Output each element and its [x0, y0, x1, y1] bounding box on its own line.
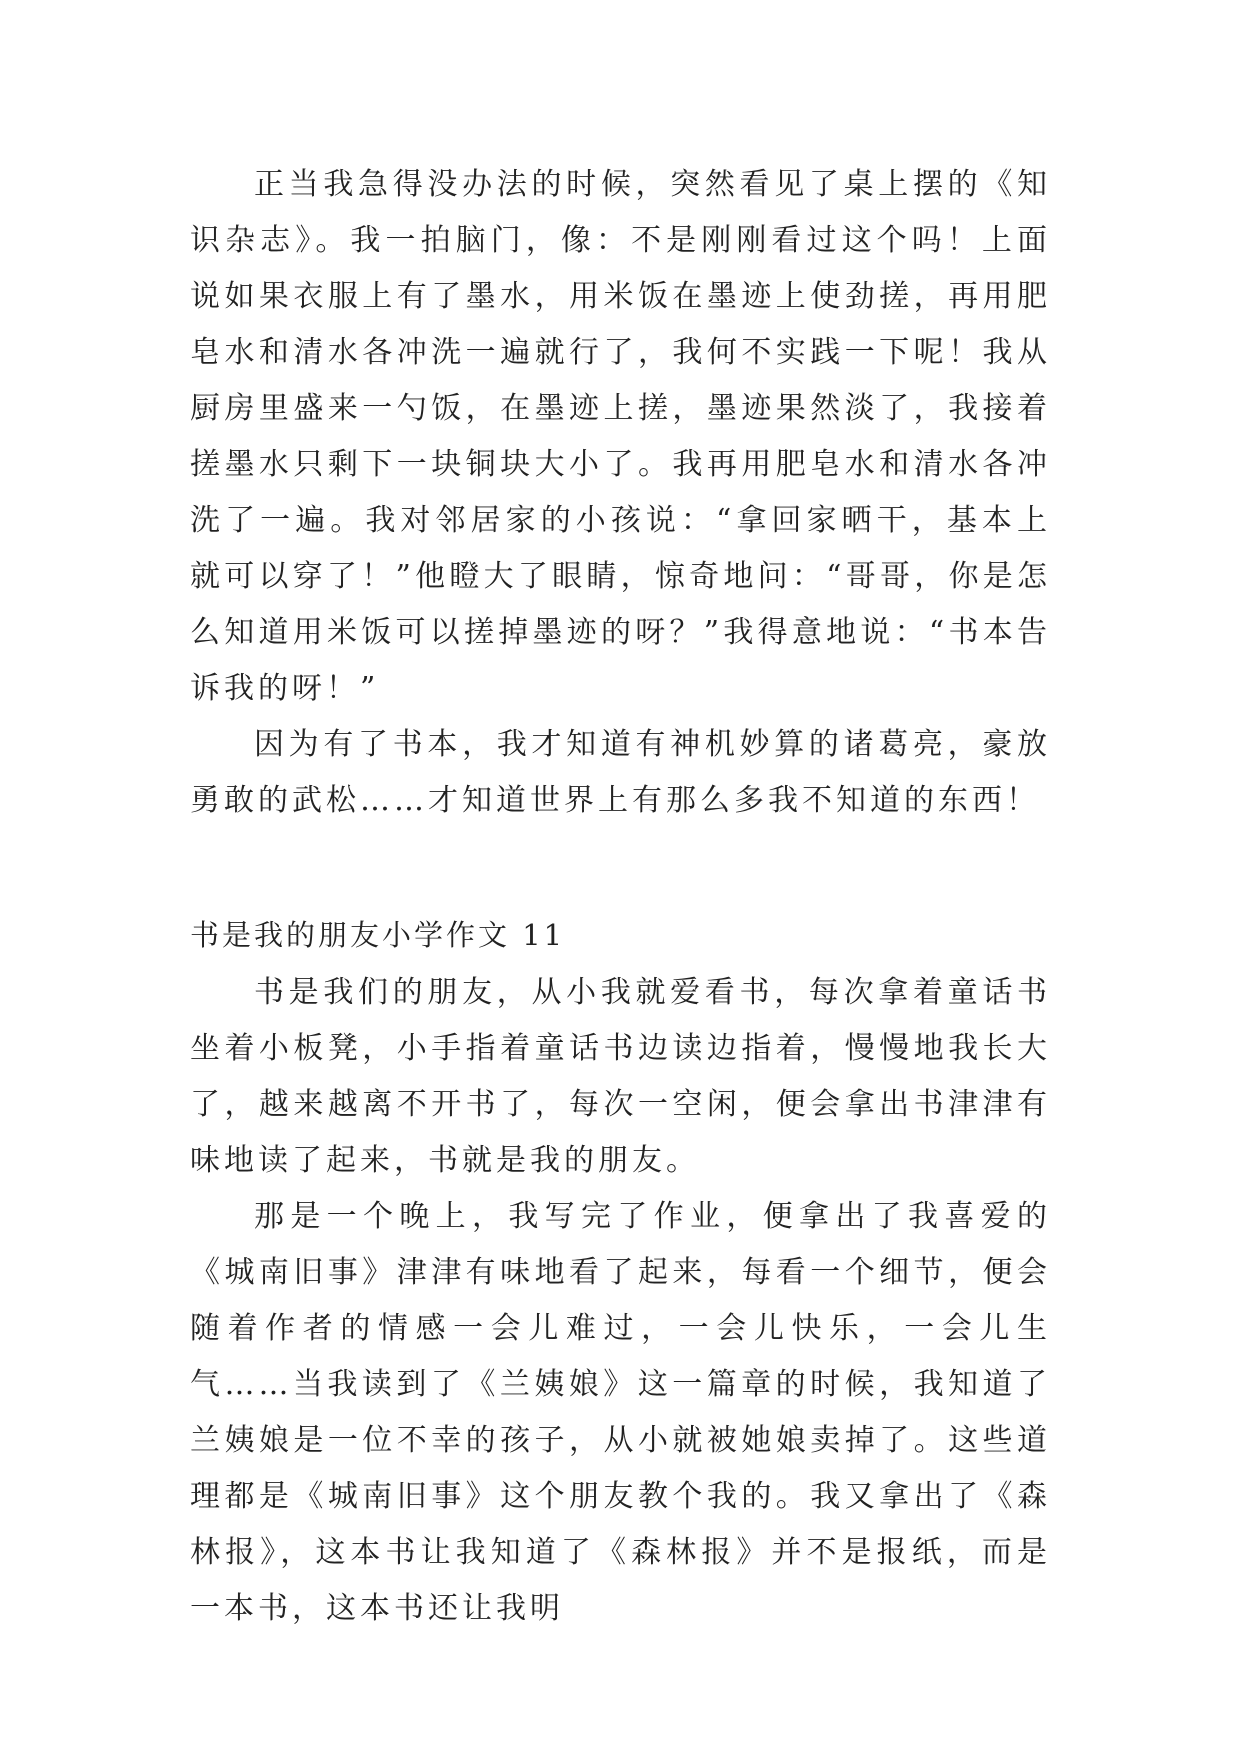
body-paragraph: 书是我们的朋友，从小我就爱看书，每次拿着童话书坐着小板凳，小手指着童话书边读边指着，慢慢地我长大了，越来越离不开书了，每次一空闲，便会拿出书津津有味地读了起来，书就是我的朋友。	[190, 975, 1051, 1178]
body-paragraph: 正当我急得没办法的时候，突然看见了桌上摆的《知识杂志》。我一拍脑门，像：不是刚刚看过这个吗！上面说如果衣服上有了墨水，用米饭在墨迹上使劲搓，再用肥皂水和清水各冲洗一遍就行了，我何不实践一下呢！我从厨房里盛来一勺饭，在墨迹上搓，墨迹果然淡了，我接着搓墨水只剩下一块铜块大小了。我再用肥皂水和清水各冲洗了一遍。我对邻居家的小孩说：“拿回家晒干，基本上就可以穿了！”他瞪大了眼睛，惊奇地问：“哥哥，你是怎么知道用米饭可以搓掉墨迹的呀？”我得意地说：“书本告诉我的呀！”	[190, 167, 1051, 706]
article-continued-section	[190, 157, 1051, 829]
article-11-section	[190, 907, 1051, 1637]
body-paragraph: 因为有了书本，我才知道有神机妙算的诸葛亮，豪放勇敢的武松……才知道世界上有那么多我不知道的东西！	[190, 727, 1051, 818]
body-paragraph: 那是一个晚上，我写完了作业，便拿出了我喜爱的《城南旧事》津津有味地看了起来，每看一个细节，便会随着作者的情感一会儿难过，一会儿快乐，一会儿生气……当我读到了《兰姨娘》这一篇章的时候，我知道了兰姨娘是一位不幸的孩子，从小就被她娘卖掉了。这些道理都是《城南旧事》这个朋友教个我的。我又拿出了《森林报》，这本书让我知道了《森林报》并不是报纸，而是一本书，这本书还让我明	[190, 1199, 1051, 1626]
article-title: 书是我的朋友小学作文 11	[190, 918, 566, 952]
